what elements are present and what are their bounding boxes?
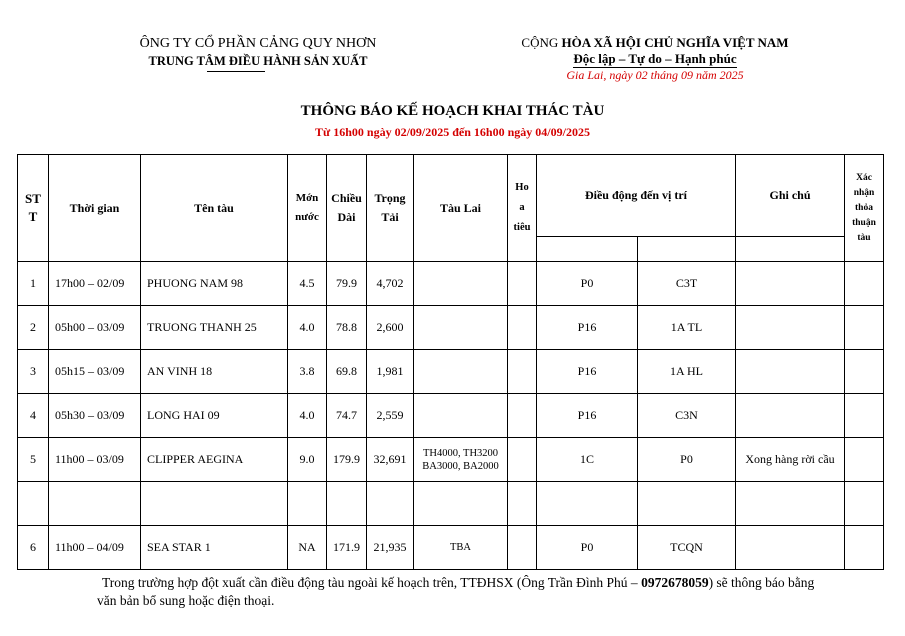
cell-stt: 5 (18, 438, 49, 482)
header-tonnage-line2: Tải (381, 210, 399, 224)
document-period: Từ 16h00 ngày 02/09/2025 đến 16h00 ngày 04/09/2025 (315, 125, 590, 139)
cell-move-to: TCQN (638, 526, 736, 570)
cell-move-to (638, 482, 736, 526)
cell-note: Xong hàng rời cầu (736, 438, 845, 482)
cell-draft (288, 482, 327, 526)
cell-time: 05h30 – 03/09 (49, 394, 141, 438)
header-confirm-line2: nhận (853, 187, 875, 198)
header-move: Điều động đến vị trí (537, 155, 736, 237)
cell-draft: 4.0 (288, 394, 327, 438)
cell-draft: 3.8 (288, 350, 327, 394)
cell-move-to: P0 (638, 438, 736, 482)
tug-line1: TH4000, TH3200 (422, 447, 499, 459)
cell-note (736, 394, 845, 438)
header-note-sub (736, 237, 845, 262)
cell-vessel: PHUONG NAM 98 (141, 262, 288, 306)
cell-move-from: 1C (537, 438, 638, 482)
cell-tug (414, 482, 508, 526)
cell-draft: 9.0 (288, 438, 327, 482)
cell-confirm (845, 350, 884, 394)
header-draft-line1: Mớn (295, 192, 319, 204)
header-tug: Tàu Lai (414, 155, 508, 262)
header-tonnage (367, 155, 414, 262)
cell-vessel: SEA STAR 1 (141, 526, 288, 570)
cell-tug (414, 350, 508, 394)
cell-stt: 3 (18, 350, 49, 394)
footer-line1 (0, 574, 905, 592)
header-pilot (508, 155, 537, 262)
cell-time (49, 482, 141, 526)
footer-text-b: ) sẽ thông báo bằng (708, 575, 815, 590)
cell-stt: 6 (18, 526, 49, 570)
cell-vessel: TRUONG THANH 25 (141, 306, 288, 350)
cell-move-to: C3N (638, 394, 736, 438)
cell-stt: 1 (18, 262, 49, 306)
table-row (18, 526, 884, 570)
footer-line2: văn bản bổ sung hoặc điện thoại. (97, 593, 275, 608)
header-length (327, 155, 367, 262)
tug-line1: TBA (450, 542, 471, 553)
cell-move-from: P0 (537, 526, 638, 570)
cell-stt: 4 (18, 394, 49, 438)
cell-confirm (845, 526, 884, 570)
cell-vessel (141, 482, 288, 526)
cell-length: 171.9 (327, 526, 367, 570)
cell-draft: 4.5 (288, 262, 327, 306)
header-length-line2: Dài (337, 210, 356, 224)
cell-confirm (845, 482, 884, 526)
header-confirm (845, 155, 884, 262)
cell-confirm (845, 394, 884, 438)
cell-tonnage: 4,702 (367, 262, 414, 306)
cell-move-from: P16 (537, 306, 638, 350)
table-row (18, 482, 884, 526)
cell-stt (18, 482, 49, 526)
table-header-row (18, 155, 884, 237)
cell-tonnage (367, 482, 414, 526)
cell-time: 17h00 – 02/09 (49, 262, 141, 306)
cell-pilot (508, 438, 537, 482)
cell-length: 79.9 (327, 262, 367, 306)
header-pilot-line3: tiêu (513, 222, 531, 233)
header-stt-line2: T (28, 209, 38, 224)
header-confirm-line4: thuận (852, 217, 876, 228)
header-tonnage-line1: Trọng (374, 191, 406, 205)
cell-vessel: LONG HAI 09 (141, 394, 288, 438)
national-title-bold: HÒA XÃ HỘI CHỦ NGHĨA VIỆT NAM (561, 35, 789, 50)
cell-note (736, 526, 845, 570)
cell-move-from: P0 (537, 262, 638, 306)
cell-confirm (845, 262, 884, 306)
cell-confirm (845, 306, 884, 350)
cell-tonnage: 32,691 (367, 438, 414, 482)
national-title (505, 35, 805, 50)
cell-length (327, 482, 367, 526)
cell-confirm (845, 438, 884, 482)
cell-move-from: P16 (537, 394, 638, 438)
cell-note (736, 262, 845, 306)
cell-note (736, 306, 845, 350)
header-length-line1: Chiều (331, 191, 362, 205)
table-row (18, 262, 884, 306)
cell-vessel: CLIPPER AEGINA (141, 438, 288, 482)
header-move-from (537, 237, 638, 262)
cell-pilot (508, 350, 537, 394)
cell-time: 11h00 – 03/09 (49, 438, 141, 482)
vessel-plan-table (17, 154, 884, 570)
header-pilot-line1: Ho (515, 182, 529, 193)
header-pilot-line2: a (519, 202, 525, 213)
cell-length: 74.7 (327, 394, 367, 438)
header-stt (18, 155, 49, 262)
cell-move-to: 1A TL (638, 306, 736, 350)
header-confirm-line5: tàu (857, 232, 871, 243)
cell-time: 11h00 – 04/09 (49, 526, 141, 570)
cell-pilot (508, 526, 537, 570)
national-title-prefix: CỘNG (521, 35, 562, 50)
cell-pilot (508, 306, 537, 350)
footer-note (0, 574, 905, 610)
header-note: Ghi chú (736, 155, 845, 237)
cell-length: 69.8 (327, 350, 367, 394)
footer-phone: 0972678059 (641, 575, 709, 590)
document-title: THÔNG BÁO KẾ HOẠCH KHAI THÁC TÀU (300, 103, 605, 119)
cell-note (736, 482, 845, 526)
table-row (18, 306, 884, 350)
cell-tonnage: 1,981 (367, 350, 414, 394)
cell-tug (414, 526, 508, 570)
cell-pilot (508, 482, 537, 526)
cell-pilot (508, 394, 537, 438)
tug-line2: BA3000, BA2000 (422, 460, 499, 472)
cell-tonnage: 2,559 (367, 394, 414, 438)
cell-note (736, 350, 845, 394)
cell-move-from (537, 482, 638, 526)
table-row (18, 350, 884, 394)
cell-move-to: 1A HL (638, 350, 736, 394)
company-name: ÔNG TY CỔ PHẦN CẢNG QUY NHƠN (139, 36, 377, 51)
department-name: TRUNG TÂM ĐIỀU HÀNH SẢN XUẤT (148, 54, 368, 68)
header-stt-line1: ST (25, 191, 41, 206)
cell-tug (414, 394, 508, 438)
header-confirm-line1: Xác (856, 172, 872, 183)
table-row (18, 438, 884, 482)
table-row (18, 394, 884, 438)
cell-length: 78.8 (327, 306, 367, 350)
header-time: Thời gian (49, 155, 141, 262)
issuer-block (60, 36, 456, 70)
header-move-to (638, 237, 736, 262)
cell-tug (414, 262, 508, 306)
cell-draft: 4.0 (288, 306, 327, 350)
cell-draft: NA (288, 526, 327, 570)
header-draft (288, 155, 327, 262)
place-date: Gia Lai, ngày 02 tháng 09 năm 2025 (566, 68, 744, 82)
header-draft-line2: nước (295, 211, 319, 223)
table-body (18, 262, 884, 570)
header-vessel: Tên tàu (141, 155, 288, 262)
cell-stt: 2 (18, 306, 49, 350)
cell-length: 179.9 (327, 438, 367, 482)
cell-vessel: AN VINH 18 (141, 350, 288, 394)
cell-pilot (508, 262, 537, 306)
cell-move-from: P16 (537, 350, 638, 394)
national-header (505, 35, 805, 82)
header-confirm-line3: thỏa (855, 202, 873, 213)
cell-time: 05h00 – 03/09 (49, 306, 141, 350)
footer-text-a: Trong trường hợp đột xuất cần điều động tàu ngoài kế hoạch trên, TTĐHSX (Ông Trần Đình Phú – (102, 575, 642, 590)
national-motto: Độc lập – Tự do – Hạnh phúc (573, 51, 737, 66)
cell-tug (414, 306, 508, 350)
cell-tonnage: 21,935 (367, 526, 414, 570)
cell-tonnage: 2,600 (367, 306, 414, 350)
cell-move-to: C3T (638, 262, 736, 306)
cell-tug (414, 438, 508, 482)
cell-time: 05h15 – 03/09 (49, 350, 141, 394)
